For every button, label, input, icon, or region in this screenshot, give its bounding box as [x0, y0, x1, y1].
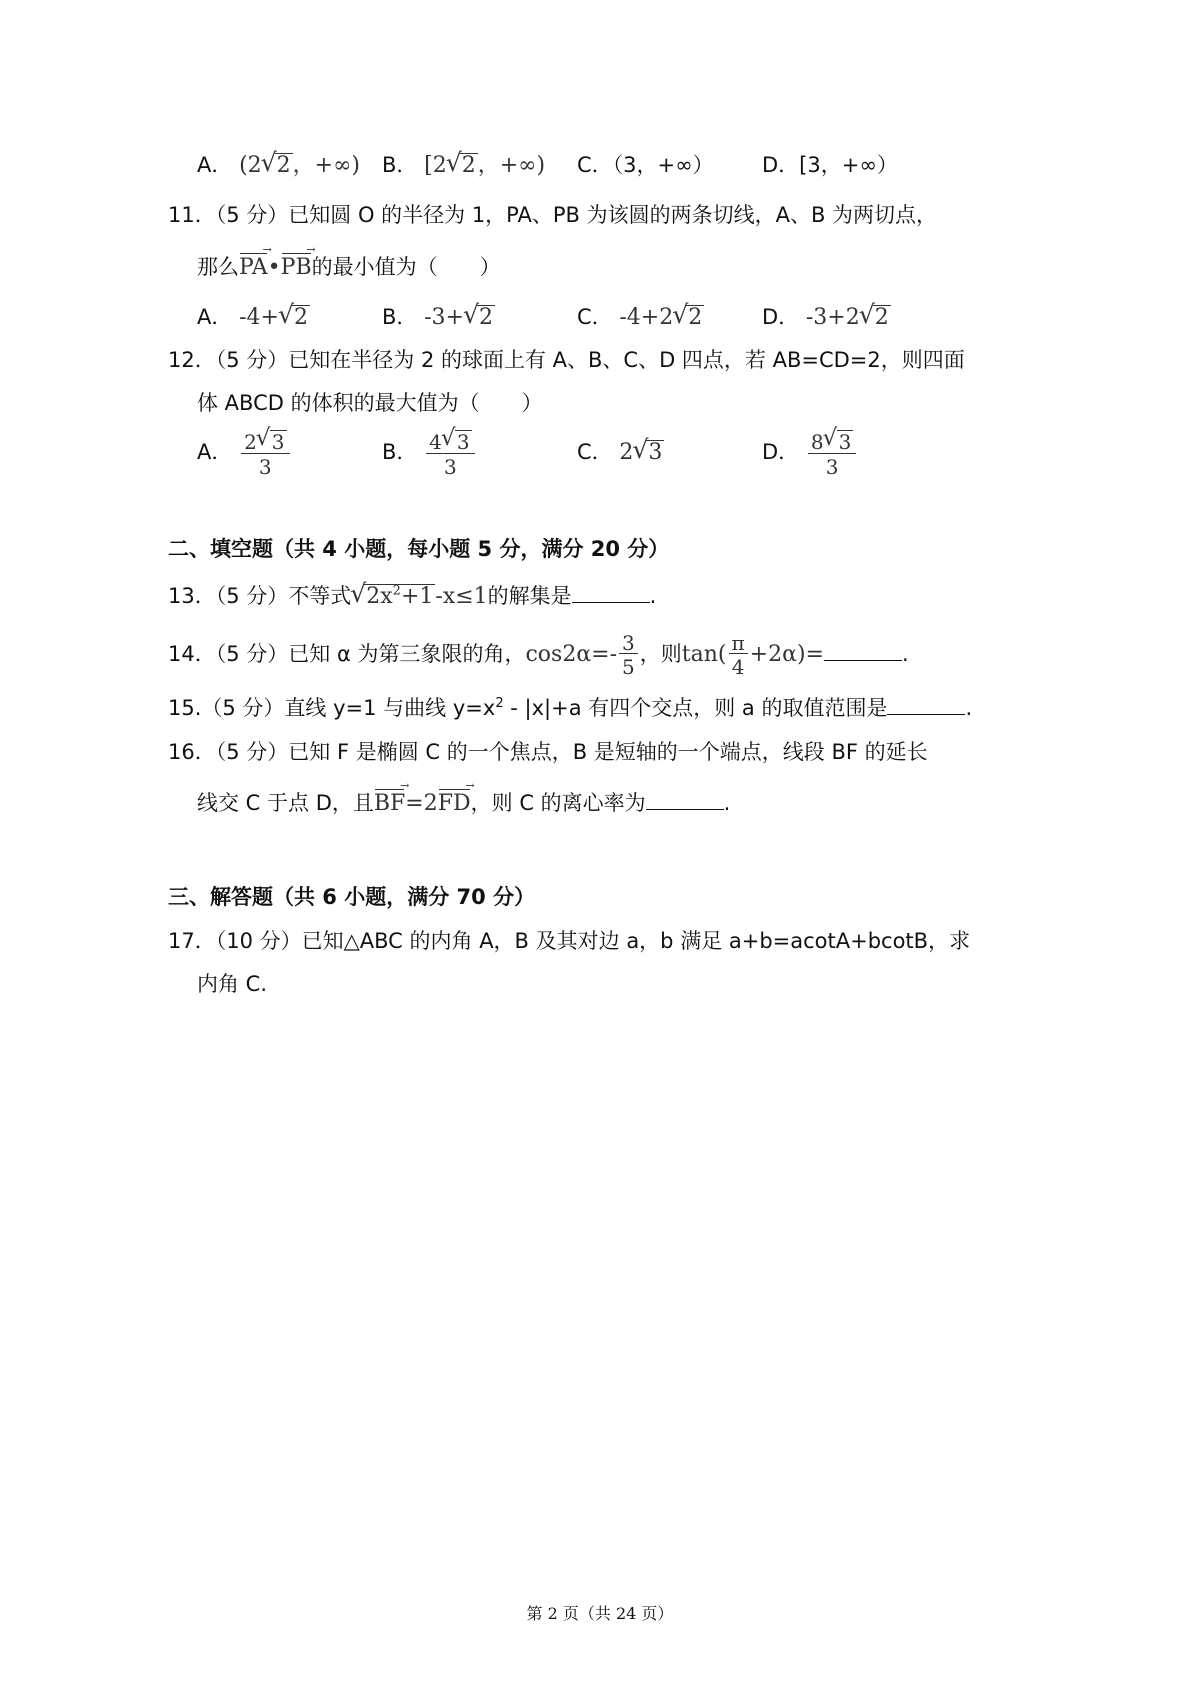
q11-option-c: C． -4+2√ 2 — [577, 302, 704, 333]
q11-option-a: A． -4+√ 2 — [197, 302, 310, 333]
q12-line-2: 体 ABCD 的体积的最大值为（ ） — [197, 391, 543, 415]
q16-line-1: 16．（5 分）已知 F 是椭圆 C 的一个焦点，B 是短轴的一个端点，线段 BF 的延长 — [168, 740, 928, 764]
q14-line: 14．（5 分）已知 α 为第三象限的角，cos2α=- $\frac{3}{5}$ ，则tan( $\frac{\pi}{4}$ +2α)= . — [168, 631, 909, 679]
q14-answer-blank — [824, 640, 902, 661]
section-2-heading: 二、填空题（共 4 小题，每小题 5 分，满分 20 分） — [168, 537, 670, 561]
q10-option-c: C．（3，+∞） — [577, 153, 714, 177]
q13-inequality: √ $2x^2+1-x\le 1$ — [351, 584, 487, 609]
q12-option-a: A． $\frac{2√ 3}{3}$ — [197, 427, 292, 477]
q13-line: 13．（5 分）不等式√ $2x^2+1-x\le 1$的解集是 . — [168, 581, 656, 612]
q12-option-d: D． $\frac{8√ 3}{3}$ — [762, 427, 858, 477]
q17-line-2: 内角 C. — [197, 972, 268, 996]
q11-line-2: 那么PA → •PB → 的最小值为（ ） — [197, 252, 501, 283]
q12-option-c: C． 2√ 3 — [577, 427, 664, 478]
q17-line-1: 17．（10 分）已知△ABC 的内角 A，B 及其对边 a，b 满足 a+b=acotA+bcotB，求 — [168, 929, 971, 953]
q15-answer-blank — [887, 694, 965, 715]
q10-option-a: A． (2√ 2，+∞) — [197, 150, 360, 181]
page-footer: 第 2 页（共 24 页） — [526, 1604, 674, 1623]
section-3-heading: 三、解答题（共 6 小题，满分 70 分） — [168, 885, 536, 909]
q12-option-b: B． $\frac{4√ 3}{3}$ — [382, 427, 477, 477]
q11-option-d: D． -3+2√ 2 — [762, 302, 891, 333]
vector-pa-dot-pb: PA → •PB → — [239, 255, 312, 280]
q11-line-1: 11．（5 分）已知圆 O 的半径为 1，PA、PB 为该圆的两条切线，A、B 为两切点， — [168, 203, 938, 227]
q12-line-1: 12．（5 分）已知在半径为 2 的球面上有 A、B、C、D 四点，若 AB=CD=2，则四面 — [168, 348, 965, 372]
q11-option-b: B． -3+√ 2 — [382, 302, 495, 333]
q10-option-d: D．[3，+∞） — [762, 153, 898, 177]
q15-line: 15.（5 分）直线 y=1 与曲线 $y=x^2 - |x|+a$ 有四个交点，则 a 的取值范围是 . — [168, 696, 973, 720]
q10-option-b: B． [2√ 2，+∞) — [382, 150, 545, 181]
q16-answer-blank — [646, 789, 724, 810]
q13-answer-blank — [572, 582, 650, 603]
vector-bf-eq-2fd: BF → =2FD → — [374, 791, 471, 816]
q16-line-2: 线交 C 于点 D，且BF → =2FD → ，则 C 的离心率为 . — [197, 788, 730, 819]
